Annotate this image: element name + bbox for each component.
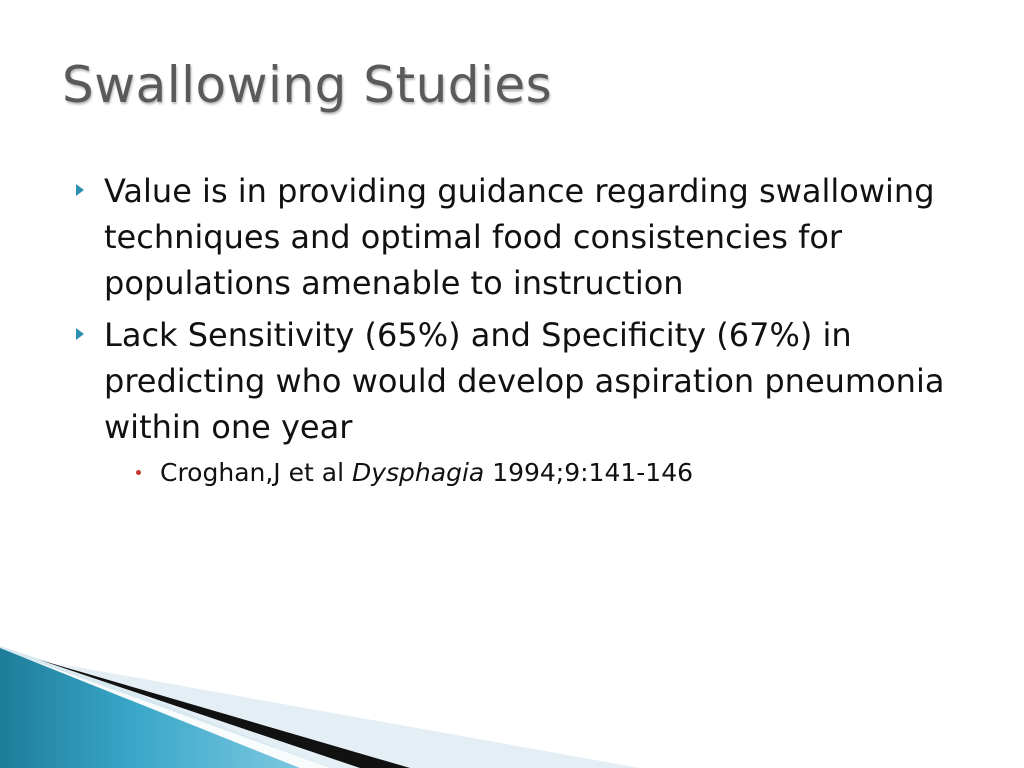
bullet-list: [74, 168, 974, 490]
citation-details: 1994;9:141-146: [492, 458, 694, 487]
bullet-text: Lack Sensitivity (65%) and Specificity (67%) in predicting who would develop aspiration pneumonia within one year: [104, 316, 945, 446]
citation-authors: Croghan,J et al: [160, 458, 345, 487]
bullet-item: [74, 168, 974, 306]
citation-journal: Dysphagia: [351, 458, 485, 487]
triangle-right-icon: [76, 328, 84, 340]
slide-title: Swallowing Studies: [62, 56, 553, 114]
dot-icon: [136, 470, 141, 475]
triangle-right-icon: [76, 184, 84, 196]
citation-item: [74, 456, 974, 490]
bullet-text: Value is in providing guidance regarding swallowing techniques and optimal food consistencies for populations amenable to instruction: [104, 172, 935, 302]
bullet-item: [74, 312, 974, 450]
